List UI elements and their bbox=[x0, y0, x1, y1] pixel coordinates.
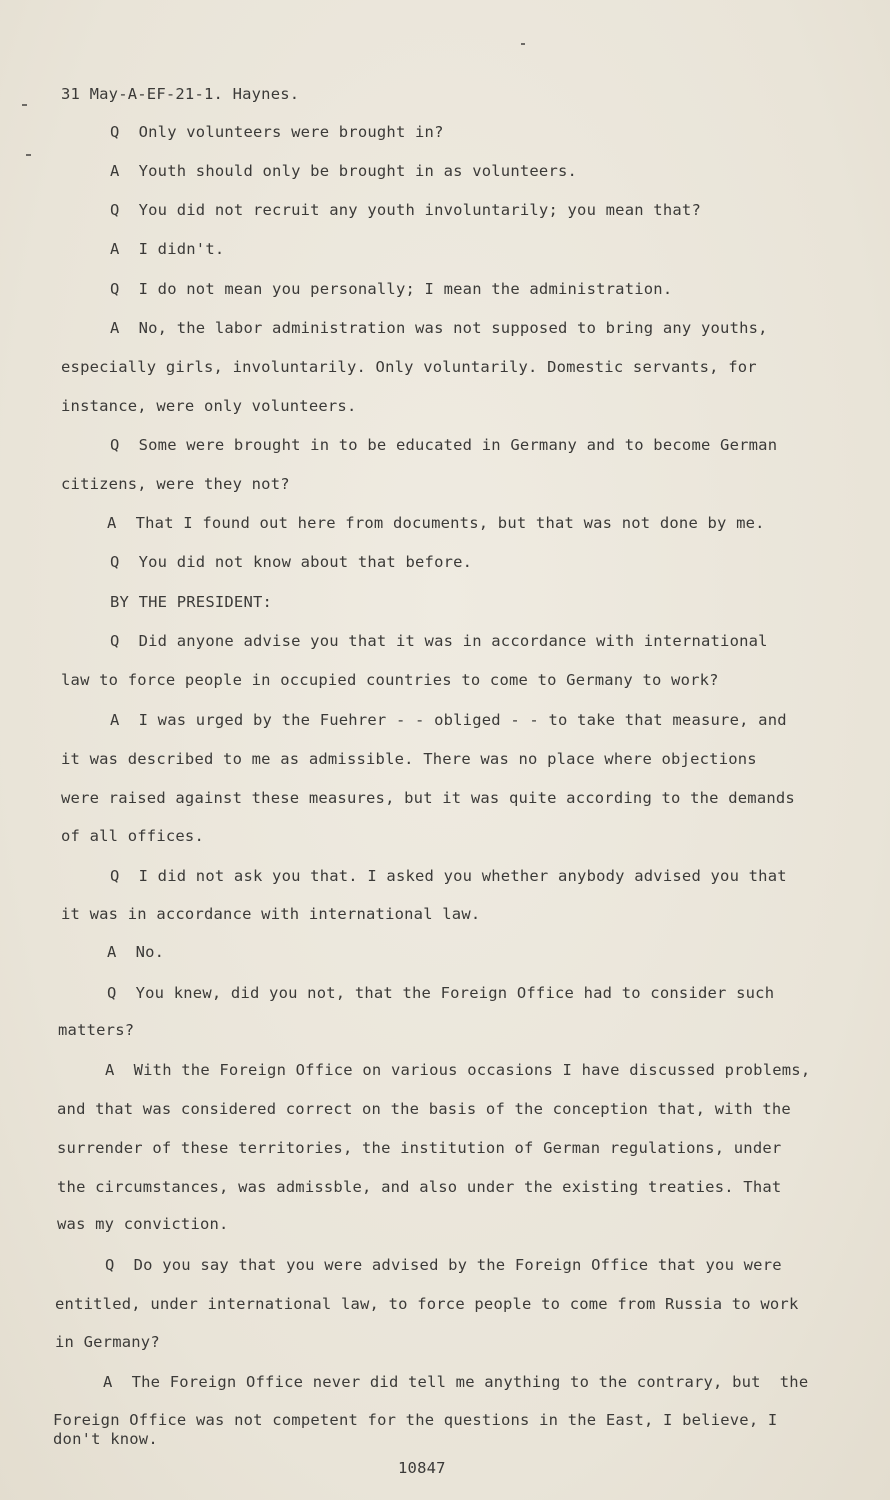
transcript-line: especially girls, involuntarily. Only voluntarily. Domestic servants, for bbox=[61, 358, 757, 376]
transcript-line: Q You did not know about that before. bbox=[110, 553, 473, 571]
stray-mark bbox=[26, 154, 31, 156]
transcript-line: it was in accordance with international law. bbox=[61, 905, 481, 923]
transcript-line: it was described to me as admissible. There was no place where objections bbox=[61, 750, 757, 768]
transcript-line: Q I did not ask you that. I asked you whether anybody advised you that bbox=[110, 867, 787, 885]
stray-mark bbox=[22, 104, 27, 106]
transcript-line: A No, the labor administration was not supposed to bring any youths, bbox=[110, 319, 768, 337]
transcript-line: of all offices. bbox=[61, 827, 204, 845]
section-heading: BY THE PRESIDENT: bbox=[110, 593, 273, 611]
transcript-line: matters? bbox=[58, 1021, 135, 1039]
transcript-line: entitled, under international law, to force people to come from Russia to work bbox=[55, 1295, 799, 1313]
transcript-line: Foreign Office was not competent for the questions in the East, I believe, I bbox=[53, 1411, 778, 1429]
page-number: 10847 bbox=[398, 1459, 446, 1477]
transcript-line: Q Only volunteers were brought in? bbox=[110, 123, 444, 141]
transcript-line: A With the Foreign Office on various occasions I have discussed problems, bbox=[105, 1061, 811, 1079]
transcript-line: A No. bbox=[107, 943, 165, 961]
transcript-line: law to force people in occupied countries to come to Germany to work? bbox=[61, 671, 719, 689]
stray-mark bbox=[521, 43, 525, 45]
transcript-line: A I didn't. bbox=[110, 240, 225, 258]
transcript-line: Q Do you say that you were advised by the Foreign Office that you were bbox=[105, 1256, 782, 1274]
transcript-line: Q You knew, did you not, that the Foreign Office had to consider such bbox=[107, 984, 775, 1002]
transcript-line: were raised against these measures, but it was quite according to the demands bbox=[61, 789, 795, 807]
transcript-line: Q Some were brought in to be educated in Germany and to become German bbox=[110, 436, 778, 454]
transcript-line: Q I do not mean you personally; I mean the administration. bbox=[110, 280, 673, 298]
transcript-line: citizens, were they not? bbox=[61, 475, 290, 493]
document-header: 31 May-A-EF-21-1. Haynes. bbox=[61, 85, 300, 103]
transcript-line: Q Did anyone advise you that it was in accordance with international bbox=[110, 632, 768, 650]
transcript-line: A I was urged by the Fuehrer - - obliged - - to take that measure, and bbox=[110, 711, 787, 729]
transcript-line: A The Foreign Office never did tell me anything to the contrary, but the bbox=[103, 1373, 809, 1391]
transcript-line: in Germany? bbox=[55, 1333, 160, 1351]
transcript-line: Q You did not recruit any youth involuntarily; you mean that? bbox=[110, 201, 701, 219]
transcript-line: the circumstances, was admissble, and also under the existing treaties. That bbox=[57, 1178, 782, 1196]
transcript-line: was my conviction. bbox=[57, 1215, 229, 1233]
transcript-line: and that was considered correct on the basis of the conception that, with the bbox=[57, 1100, 791, 1118]
transcript-line: instance, were only volunteers. bbox=[61, 397, 357, 415]
transcript-line: A That I found out here from documents, but that was not done by me. bbox=[107, 514, 765, 532]
transcript-line: A Youth should only be brought in as volunteers. bbox=[110, 162, 578, 180]
transcript-line: don't know. bbox=[53, 1430, 158, 1448]
transcript-line: surrender of these territories, the institution of German regulations, under bbox=[57, 1139, 782, 1157]
